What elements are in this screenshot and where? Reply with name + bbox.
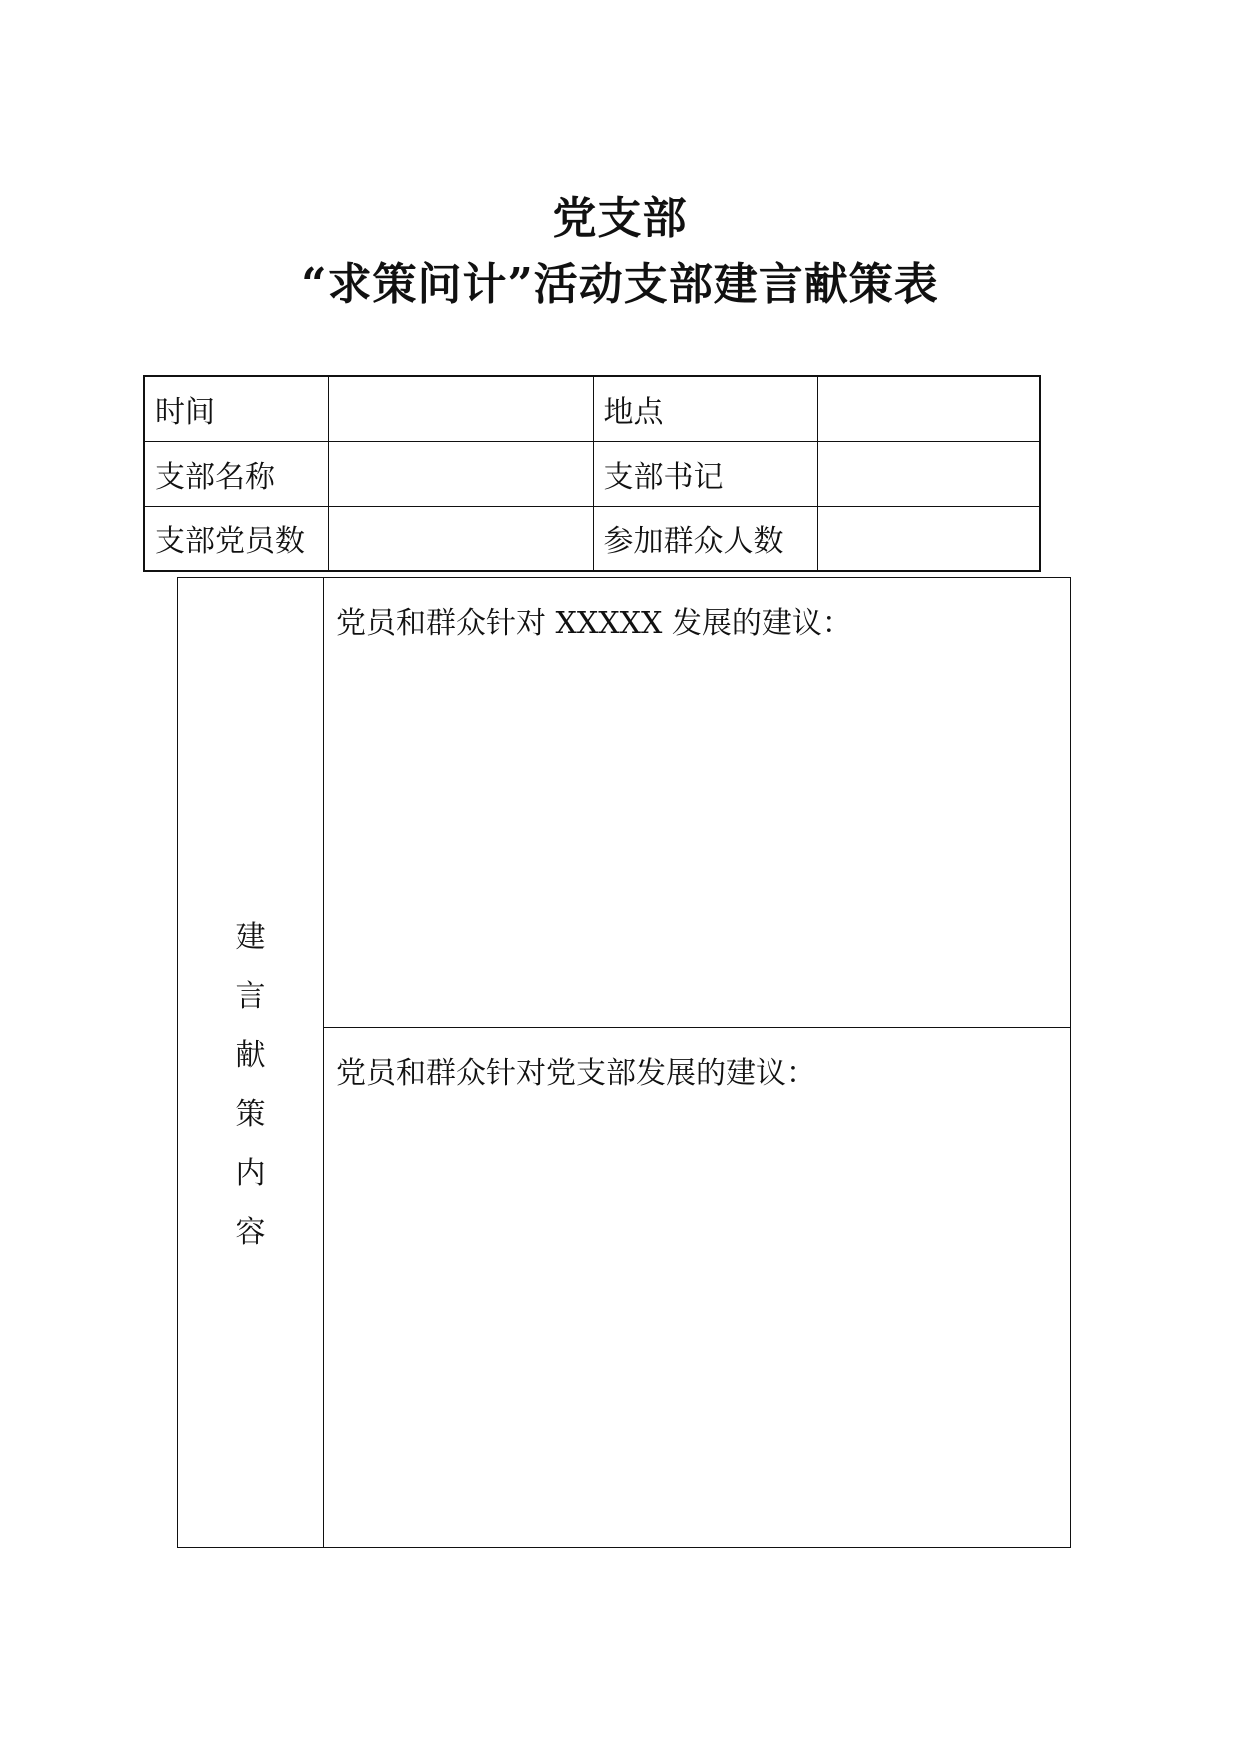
public-participant-count-label: 参加群众人数	[593, 506, 817, 571]
side-label-char: 策	[235, 1096, 266, 1132]
form-subtitle: “求策问计”活动支部建言献策表	[301, 259, 939, 310]
suggestion-prompt-party-branch: 党员和群众针对党支部发展的建议：	[336, 1056, 816, 1091]
side-label-char: 容	[235, 1214, 266, 1250]
info-table	[143, 375, 1041, 572]
suggestion-content-side-label	[178, 578, 324, 1548]
party-member-count-label: 支部党员数	[144, 506, 328, 571]
suggestion-row-1	[178, 578, 1071, 1028]
side-label-char: 内	[235, 1155, 266, 1191]
party-member-count-field[interactable]	[328, 506, 593, 571]
time-field[interactable]	[328, 376, 593, 441]
branch-secretary-label: 支部书记	[593, 441, 817, 506]
side-label-char: 言	[235, 978, 266, 1014]
suggestion-prompt-xxxxx: 党员和群众针对 XXXXX 发展的建议：	[336, 606, 852, 641]
form-title: 党支部	[552, 193, 688, 244]
info-row-member-counts	[144, 506, 1040, 571]
location-label: 地点	[593, 376, 817, 441]
time-label: 时间	[144, 376, 328, 441]
info-row-time-location	[144, 376, 1040, 441]
suggestion-field-xxxxx[interactable]	[324, 578, 1071, 1028]
suggestion-field-party-branch[interactable]	[324, 1028, 1071, 1548]
suggestion-content-table	[177, 577, 1071, 1548]
info-row-branch-secretary	[144, 441, 1040, 506]
branch-name-field[interactable]	[328, 441, 593, 506]
side-label-char: 献	[235, 1037, 266, 1073]
public-participant-count-field[interactable]	[817, 506, 1040, 571]
location-field[interactable]	[817, 376, 1040, 441]
branch-secretary-field[interactable]	[817, 441, 1040, 506]
side-label-char: 建	[235, 919, 266, 955]
branch-name-label: 支部名称	[144, 441, 328, 506]
